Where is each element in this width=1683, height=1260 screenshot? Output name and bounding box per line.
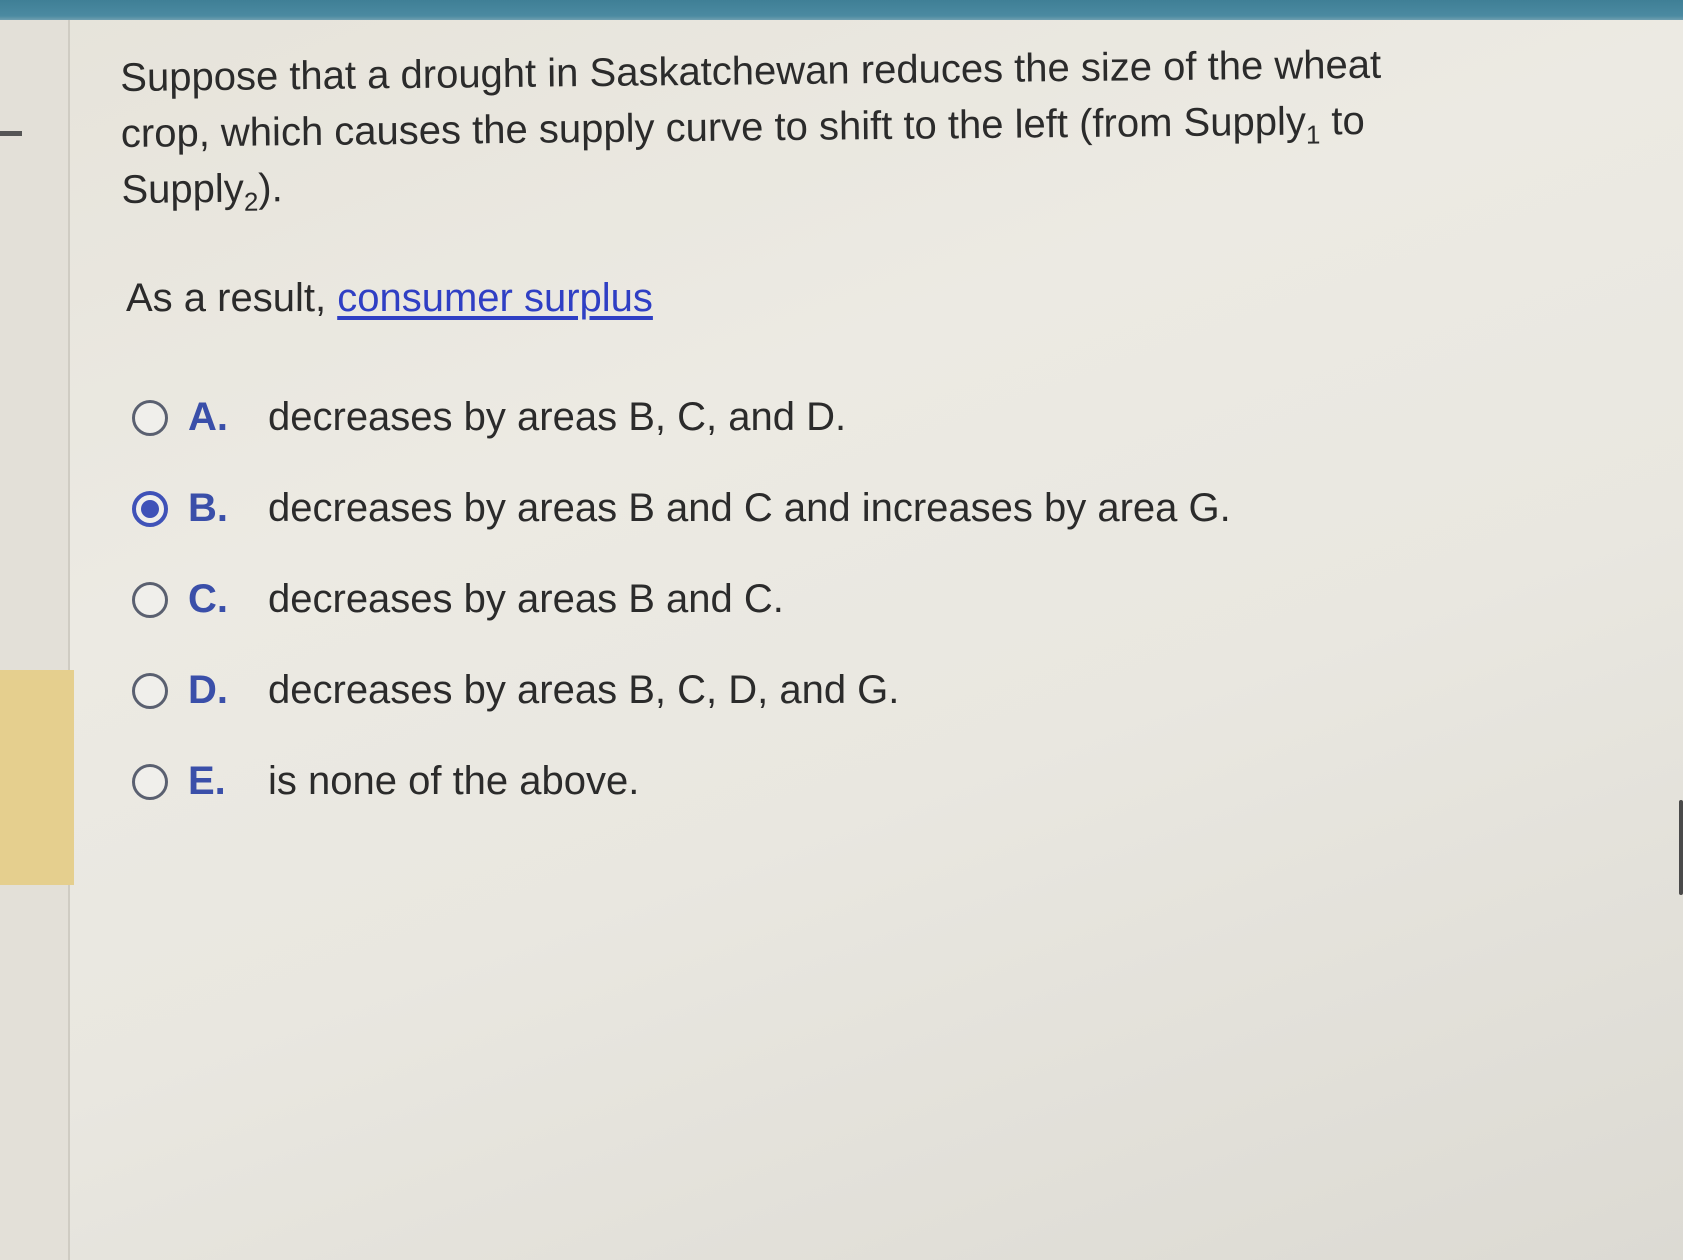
question-text-part: Suppose that a drought in Saskatchewan reduces the size of the wheat crop, which causes the supply curve to shift to the left (from <box>120 42 1382 156</box>
option-text: is none of the above. <box>268 759 640 803</box>
right-edge-handle <box>1679 800 1683 895</box>
radio-selected-dot <box>141 500 159 518</box>
question-middle-text: to <box>1320 98 1366 144</box>
option-text: decreases by areas B and C. <box>268 577 784 621</box>
option-letter: D. <box>188 668 228 712</box>
window-top-bar <box>0 0 1683 20</box>
option-text: decreases by areas B, C, and D. <box>268 395 847 439</box>
question-end-text: ). <box>258 166 283 211</box>
supply2-subscript: 2 <box>243 186 259 217</box>
answer-options <box>132 372 1450 827</box>
option-text: decreases by areas B and C and increases by area G. <box>268 486 1231 530</box>
question-content <box>120 42 1450 827</box>
answer-prompt <box>126 270 1450 326</box>
consumer-surplus-link[interactable]: consumer surplus <box>337 276 653 320</box>
radio-button-d[interactable] <box>132 673 168 709</box>
option-b[interactable] <box>132 463 1450 554</box>
option-c[interactable] <box>132 554 1450 645</box>
radio-button-e[interactable] <box>132 764 168 800</box>
supply1-word: Supply <box>1183 99 1307 145</box>
prompt-text: As a result, <box>126 276 338 320</box>
option-letter: E. <box>188 759 226 803</box>
radio-button-c[interactable] <box>132 582 168 618</box>
sidebar-dash-marker <box>0 131 22 136</box>
question-text <box>120 36 1452 218</box>
radio-button-a[interactable] <box>132 400 168 436</box>
option-letter: B. <box>188 486 228 530</box>
option-letter: C. <box>188 577 228 621</box>
left-sidebar-panel <box>0 20 70 1260</box>
supply2-word: Supply <box>121 166 245 212</box>
option-d[interactable] <box>132 645 1450 736</box>
option-text: decreases by areas B, C, D, and G. <box>268 668 900 712</box>
option-a[interactable] <box>132 372 1450 463</box>
option-e[interactable] <box>132 736 1450 827</box>
radio-button-b-selected[interactable] <box>132 491 168 527</box>
option-letter: A. <box>188 395 228 439</box>
sidebar-highlight-tab[interactable] <box>0 670 74 885</box>
supply1-subscript: 1 <box>1305 119 1321 150</box>
